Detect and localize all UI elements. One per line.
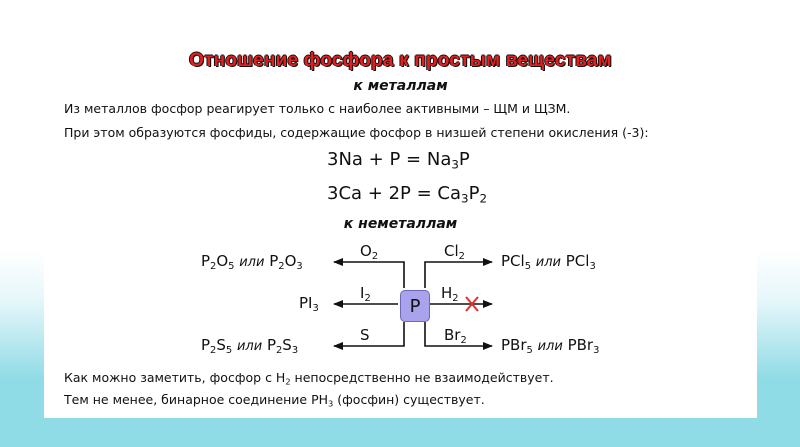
reaction-scheme-arrows [44, 40, 757, 418]
reagent-o2: $O_2$ [360, 242, 379, 262]
equation-sodium: $3Na + P = Na_3P$ [327, 149, 470, 172]
metals-heading: к металлам [353, 78, 448, 94]
product-phosphorus-oxides: $P_2O_5$ или $P_2O_3$ [201, 252, 303, 272]
product-phosphorus-bromides: PBr$_5$ или PBr$_3$ [501, 336, 600, 356]
product-phosphorus-sulfides: $P_2S_5$ или $P_2S_3$ [201, 336, 299, 356]
product-phosphorus-iodide: $PI_3$ [299, 294, 319, 314]
product-phosphorus-chlorides: PCl$_5$ или PCl$_3$ [501, 252, 596, 272]
footer-line-1: Как можно заметить, фосфор с $H_2$ непосредственно не взаимодействует. [64, 370, 554, 387]
reagent-i2: $I_2$ [360, 284, 371, 304]
footer-line-2: Тем не менее, бинарное соединение $PH_3$ (фосфин) существует. [64, 392, 485, 409]
metals-text-line-1: Из металлов фосфор реагирует только с наиболее активными – ЩМ и ЩЗМ. [64, 101, 571, 116]
reagent-s: S [360, 326, 370, 344]
phosphorus-center: P [400, 290, 430, 322]
slide-title: Отношение фосфора к простым веществам [189, 50, 612, 71]
reagent-cl2: $Cl_2$ [444, 242, 465, 262]
reagent-br2: $Br_2$ [444, 326, 467, 346]
slide [44, 40, 757, 418]
metals-text-line-2: При этом образуются фосфиды, содержащие фосфор в низшей степени окисления (-3): [64, 125, 649, 140]
nonmetals-heading: к неметаллам [343, 216, 458, 232]
equation-calcium: $3Ca + 2P = Ca_3P_2$ [327, 183, 487, 206]
reagent-h2: $H_2$ [441, 284, 459, 304]
